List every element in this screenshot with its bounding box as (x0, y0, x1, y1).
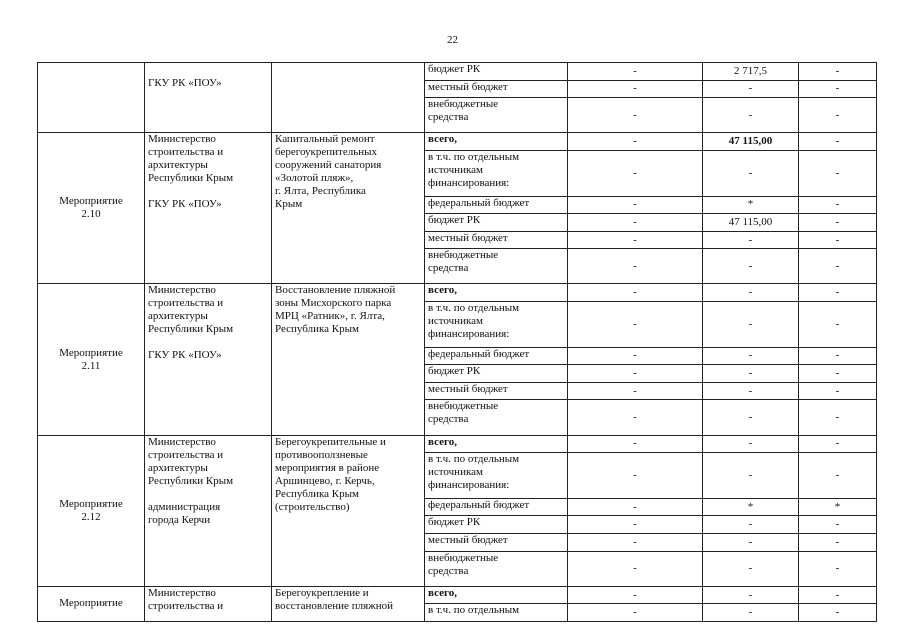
value-cell: - (568, 382, 703, 400)
value-cell: - (703, 533, 799, 551)
value-cell: - (703, 150, 799, 196)
value-cell: * (703, 498, 799, 516)
value-cell: - (799, 63, 877, 81)
value-cell: - (703, 604, 799, 622)
funding-source-cell: бюджет РК (425, 365, 568, 383)
funding-source-cell: бюджет РК (425, 516, 568, 534)
value-cell: - (799, 586, 877, 604)
value-cell: - (568, 347, 703, 365)
description-cell: Берегоукрепление и восстановление пляжной (272, 586, 425, 621)
value-cell: - (568, 302, 703, 348)
value-cell: - (568, 498, 703, 516)
value-cell: - (568, 63, 703, 81)
value-cell: - (799, 516, 877, 534)
value-cell: * (703, 196, 799, 214)
description-cell: Восстановление пляжной зоны Мисхорского парка МРЦ «Ратник», г. Ялта, Республика Крым (272, 284, 425, 435)
value-cell: - (568, 214, 703, 232)
value-cell: - (799, 196, 877, 214)
value-cell: - (568, 533, 703, 551)
table-body (38, 63, 877, 622)
description-cell (272, 63, 425, 133)
funding-source-cell: всего, (425, 586, 568, 604)
value-cell: - (568, 98, 703, 133)
table-row (38, 586, 877, 604)
table-row (38, 284, 877, 302)
value-cell: - (703, 551, 799, 586)
value-cell: - (799, 382, 877, 400)
value-cell: - (799, 150, 877, 196)
event-cell: Мероприятие 2.12 (38, 435, 145, 586)
funding-source-cell: всего, (425, 435, 568, 453)
value-cell: - (799, 400, 877, 435)
value-cell: - (799, 551, 877, 586)
funding-source-cell: бюджет РК (425, 214, 568, 232)
table-row (38, 435, 877, 453)
funding-source-cell: федеральный бюджет (425, 347, 568, 365)
value-cell: - (568, 365, 703, 383)
value-cell: - (703, 284, 799, 302)
value-cell: - (703, 435, 799, 453)
funding-source-cell: внебюджетные средства (425, 551, 568, 586)
value-cell: - (703, 382, 799, 400)
value-cell: - (703, 516, 799, 534)
funding-source-cell: федеральный бюджет (425, 196, 568, 214)
value-cell: - (703, 98, 799, 133)
value-cell: - (799, 98, 877, 133)
value-cell: - (799, 435, 877, 453)
event-cell: Мероприятие (38, 586, 145, 621)
executor-cell: Министерство строительства и архитектуры Республики Крым администрация города Керчи (145, 435, 272, 586)
value-cell: - (568, 551, 703, 586)
funding-source-cell: внебюджетные средства (425, 249, 568, 284)
value-cell: - (568, 453, 703, 499)
funding-source-cell: местный бюджет (425, 231, 568, 249)
value-cell: - (799, 365, 877, 383)
value-cell: - (568, 604, 703, 622)
funding-source-cell: в т.ч. по отдельным источникам финансирования: (425, 453, 568, 499)
event-cell: Мероприятие 2.10 (38, 133, 145, 284)
value-cell: - (568, 150, 703, 196)
value-cell: - (703, 347, 799, 365)
value-cell: - (703, 302, 799, 348)
value-cell: - (799, 453, 877, 499)
value-cell: 47 115,00 (703, 214, 799, 232)
description-cell: Берегоукрепительные и противооползневые мероприятия в районе Аршинцево, г. Керчь, Республика Крым (строительство) (272, 435, 425, 586)
executor-cell: ГКУ РК «ПОУ» (145, 63, 272, 133)
value-cell: - (799, 249, 877, 284)
funding-source-cell: местный бюджет (425, 533, 568, 551)
executor-cell: Министерство строительства и (145, 586, 272, 621)
value-cell: - (703, 249, 799, 284)
value-cell: - (799, 302, 877, 348)
value-cell: - (568, 435, 703, 453)
value-cell: - (799, 347, 877, 365)
funding-source-cell: в т.ч. по отдельным источникам финансирования: (425, 150, 568, 196)
value-cell: - (568, 80, 703, 98)
value-cell: - (568, 586, 703, 604)
value-cell: - (703, 453, 799, 499)
funding-source-cell: в т.ч. по отдельным источникам финансирования: (425, 302, 568, 348)
value-cell: - (799, 533, 877, 551)
value-cell: - (799, 214, 877, 232)
value-cell: - (703, 365, 799, 383)
value-cell: 47 115,00 (703, 133, 799, 151)
executor-cell: Министерство строительства и архитектуры Республики Крым ГКУ РК «ПОУ» (145, 133, 272, 284)
funding-source-cell: местный бюджет (425, 80, 568, 98)
event-cell: Мероприятие 2.11 (38, 284, 145, 435)
event-cell (38, 63, 145, 133)
funding-table (37, 62, 877, 622)
funding-source-cell: бюджет РК (425, 63, 568, 81)
value-cell: - (703, 586, 799, 604)
funding-source-cell: федеральный бюджет (425, 498, 568, 516)
page-number: 22 (447, 34, 458, 46)
value-cell: 2 717,5 (703, 63, 799, 81)
table-row (38, 133, 877, 151)
value-cell: - (703, 80, 799, 98)
value-cell: - (799, 604, 877, 622)
value-cell: - (703, 231, 799, 249)
value-cell: - (568, 249, 703, 284)
description-cell: Капитальный ремонт берегоукрепительных сооружений санатория «Золотой пляж», г. Ялта, Республика Крым (272, 133, 425, 284)
value-cell: - (568, 516, 703, 534)
value-cell: - (568, 196, 703, 214)
funding-source-cell: внебюджетные средства (425, 400, 568, 435)
value-cell: - (703, 400, 799, 435)
funding-source-cell: всего, (425, 133, 568, 151)
funding-source-cell: всего, (425, 284, 568, 302)
executor-cell: Министерство строительства и архитектуры Республики Крым ГКУ РК «ПОУ» (145, 284, 272, 435)
funding-source-cell: в т.ч. по отдельным (425, 604, 568, 622)
table-row (38, 63, 877, 81)
value-cell: - (568, 133, 703, 151)
value-cell: - (799, 133, 877, 151)
value-cell: - (568, 284, 703, 302)
value-cell: - (799, 284, 877, 302)
value-cell: - (799, 231, 877, 249)
value-cell: * (799, 498, 877, 516)
value-cell: - (568, 231, 703, 249)
funding-source-cell: местный бюджет (425, 382, 568, 400)
value-cell: - (568, 400, 703, 435)
funding-source-cell: внебюджетные средства (425, 98, 568, 133)
value-cell: - (799, 80, 877, 98)
